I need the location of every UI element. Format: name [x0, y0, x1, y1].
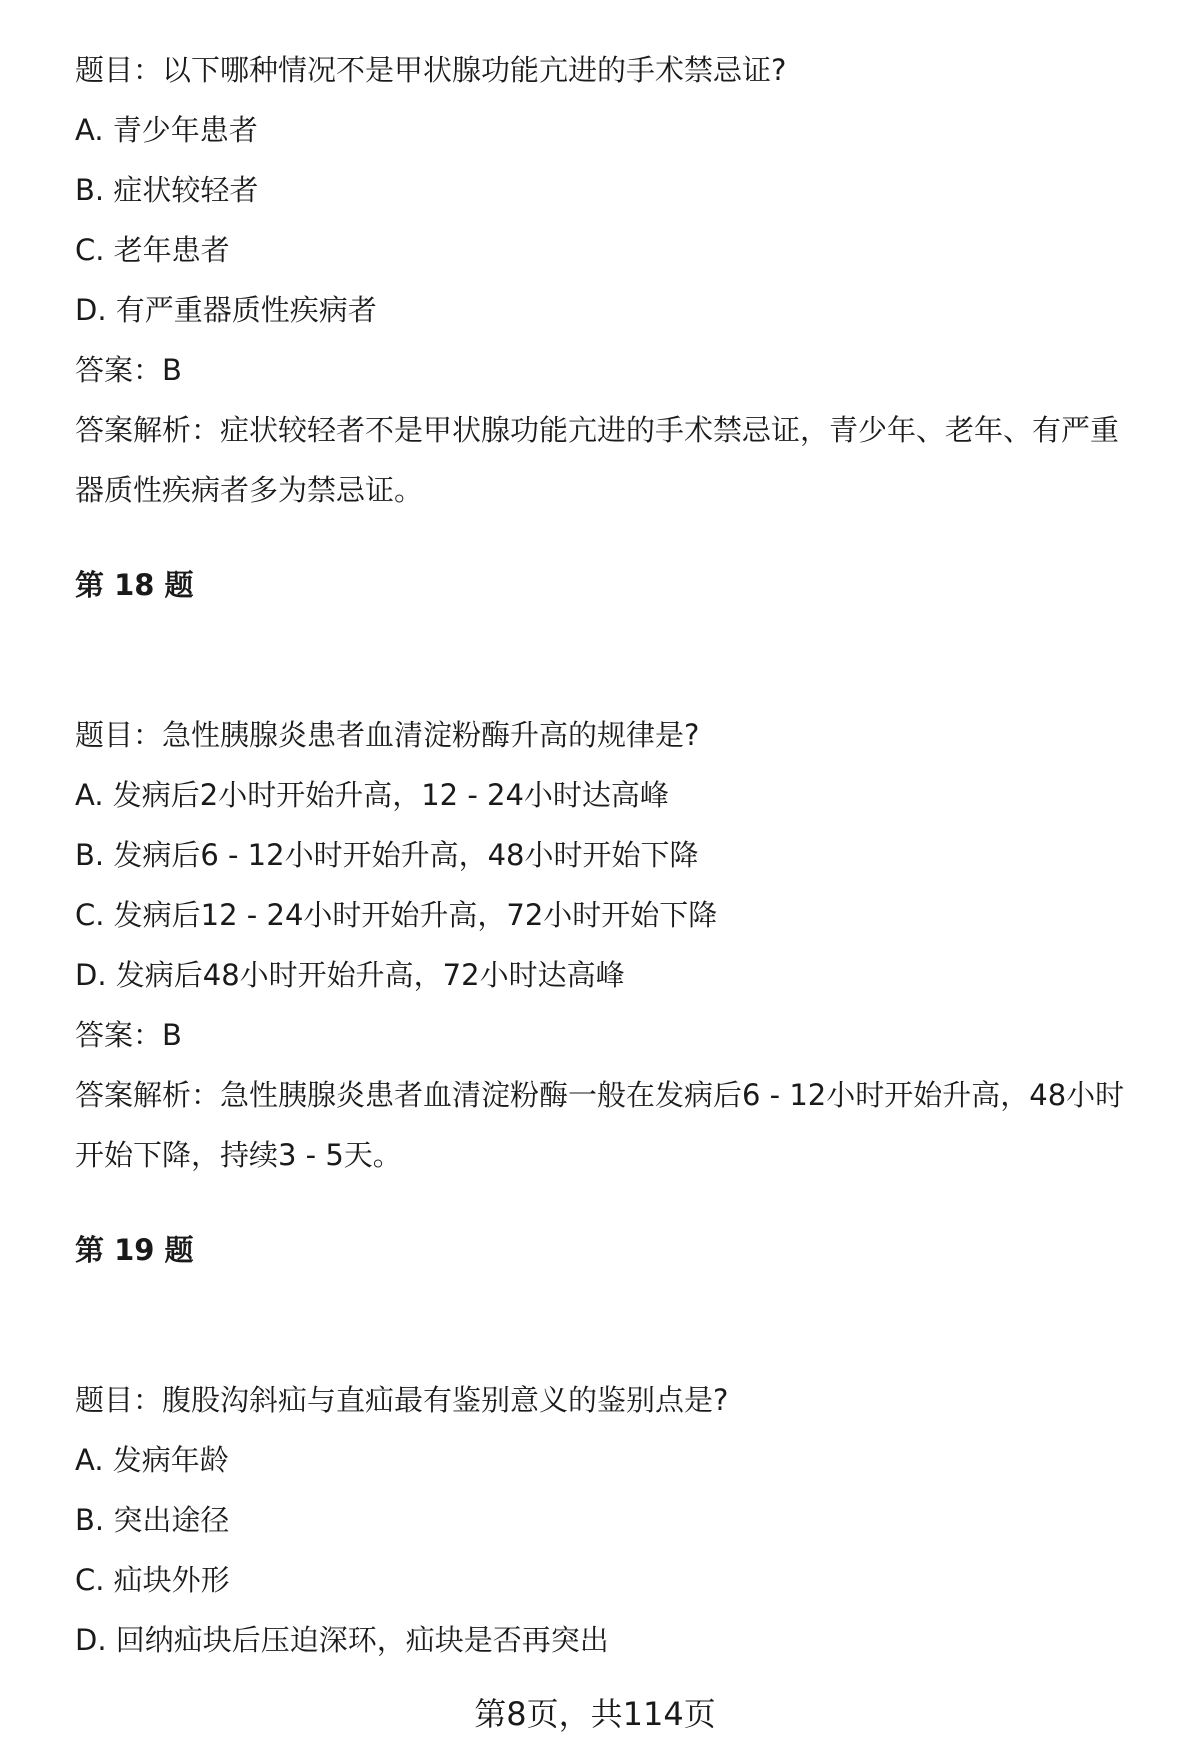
- q17-question: 题目：以下哪种情况不是甲状腺功能亢进的手术禁忌证?: [75, 53, 787, 87]
- q18-answer: 答案：B: [75, 1018, 182, 1052]
- q17-option-c: C. 老年患者: [75, 233, 230, 267]
- q17-explanation-line-1: 答案解析：症状较轻者不是甲状腺功能亢进的手术禁忌证，青少年、老年、有严重: [75, 413, 1120, 447]
- q18-option-c: C. 发病后12 - 24小时开始升高，72小时开始下降: [75, 898, 718, 932]
- q17-answer: 答案：B: [75, 353, 182, 387]
- q18-heading: 第 18 题: [75, 568, 194, 602]
- q17-explanation-line-2: 器质性疾病者多为禁忌证。: [75, 473, 424, 507]
- q17-option-d: D. 有严重器质性疾病者: [75, 293, 377, 327]
- q19-question: 题目：腹股沟斜疝与直疝最有鉴别意义的鉴别点是?: [75, 1383, 729, 1417]
- q18-option-b: B. 发病后6 - 12小时开始升高，48小时开始下降: [75, 838, 699, 872]
- q18-question: 题目：急性胰腺炎患者血清淀粉酶升高的规律是?: [75, 718, 700, 752]
- page-number-footer: 第8页，共114页: [474, 1695, 716, 1733]
- q17-option-b: B. 症状较轻者: [75, 173, 259, 207]
- q19-option-c: C. 疝块外形: [75, 1563, 230, 1597]
- q19-option-b: B. 突出途径: [75, 1503, 230, 1537]
- q18-option-d: D. 发病后48小时开始升高，72小时达高峰: [75, 958, 625, 992]
- q18-explanation-line-1: 答案解析：急性胰腺炎患者血清淀粉酶一般在发病后6 - 12小时开始升高，48小时: [75, 1078, 1125, 1112]
- q19-option-d: D. 回纳疝块后压迫深环，疝块是否再突出: [75, 1623, 609, 1657]
- q19-heading: 第 19 题: [75, 1233, 194, 1267]
- q18-explanation-line-2: 开始下降，持续3 - 5天。: [75, 1138, 402, 1172]
- q18-option-a: A. 发病后2小时开始升高，12 - 24小时达高峰: [75, 778, 669, 812]
- q17-option-a: A. 青少年患者: [75, 113, 258, 147]
- q19-option-a: A. 发病年龄: [75, 1443, 229, 1477]
